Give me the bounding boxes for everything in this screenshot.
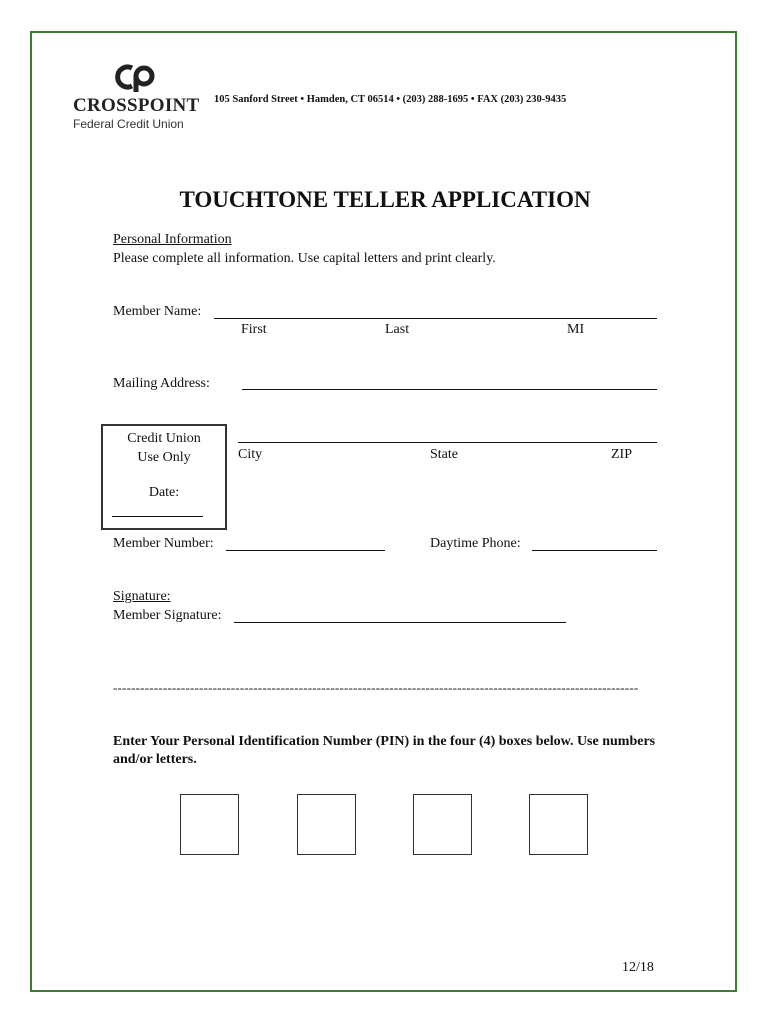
pin-box-1[interactable] (180, 794, 239, 855)
instructions-text: Please complete all information. Use capital letters and print clearly. (113, 251, 496, 266)
cu-box-date-label: Date: (148, 485, 180, 500)
signature-heading: Signature: (113, 589, 171, 604)
member-number-field[interactable] (226, 550, 385, 551)
state-label: State (430, 447, 458, 462)
daytime-phone-label: Daytime Phone: (430, 536, 521, 551)
revision-date: 12/18 (622, 960, 654, 975)
mailing-address-label: Mailing Address: (113, 376, 210, 391)
crosspoint-logo-icon (112, 62, 158, 92)
city-label: City (238, 447, 263, 462)
personal-info-heading: Personal Information (113, 232, 232, 247)
pin-instructions: Enter Your Personal Identification Number (PIN) in the four (4) boxes below. Use numbers and/or letters. (113, 734, 656, 767)
member-number-label: Member Number: (113, 536, 214, 551)
cu-box-line1: Credit Union (127, 431, 201, 446)
pin-box-2[interactable] (297, 794, 356, 855)
member-signature-label: Member Signature: (113, 608, 222, 623)
logo-subtitle: Federal Credit Union (73, 117, 184, 131)
cut-line-separator: -------------------------------------------------------------------------------------------------------------------- (113, 680, 639, 695)
pin-box-3[interactable] (413, 794, 472, 855)
page-title: TOUCHTONE TELLER APPLICATION (179, 187, 591, 212)
pin-box-4[interactable] (529, 794, 588, 855)
logo-name: CROSSPOINT (73, 95, 200, 116)
daytime-phone-field[interactable] (532, 550, 657, 551)
member-name-label: Member Name: (113, 304, 202, 319)
member-name-field[interactable] (214, 318, 657, 319)
last-name-label: Last (385, 322, 410, 337)
zip-label: ZIP (611, 447, 632, 462)
middle-initial-label: MI (567, 322, 585, 337)
cu-box-date-field (112, 516, 203, 517)
header-address: 105 Sanford Street • Hamden, CT 06514 • (203) 288-1695 • FAX (203) 230-9435 (214, 94, 567, 105)
mailing-address-field[interactable] (242, 389, 657, 390)
first-name-label: First (241, 322, 267, 337)
cu-box-line2: Use Only (137, 450, 191, 465)
city-state-zip-field[interactable] (238, 442, 657, 443)
member-signature-field[interactable] (234, 622, 566, 623)
